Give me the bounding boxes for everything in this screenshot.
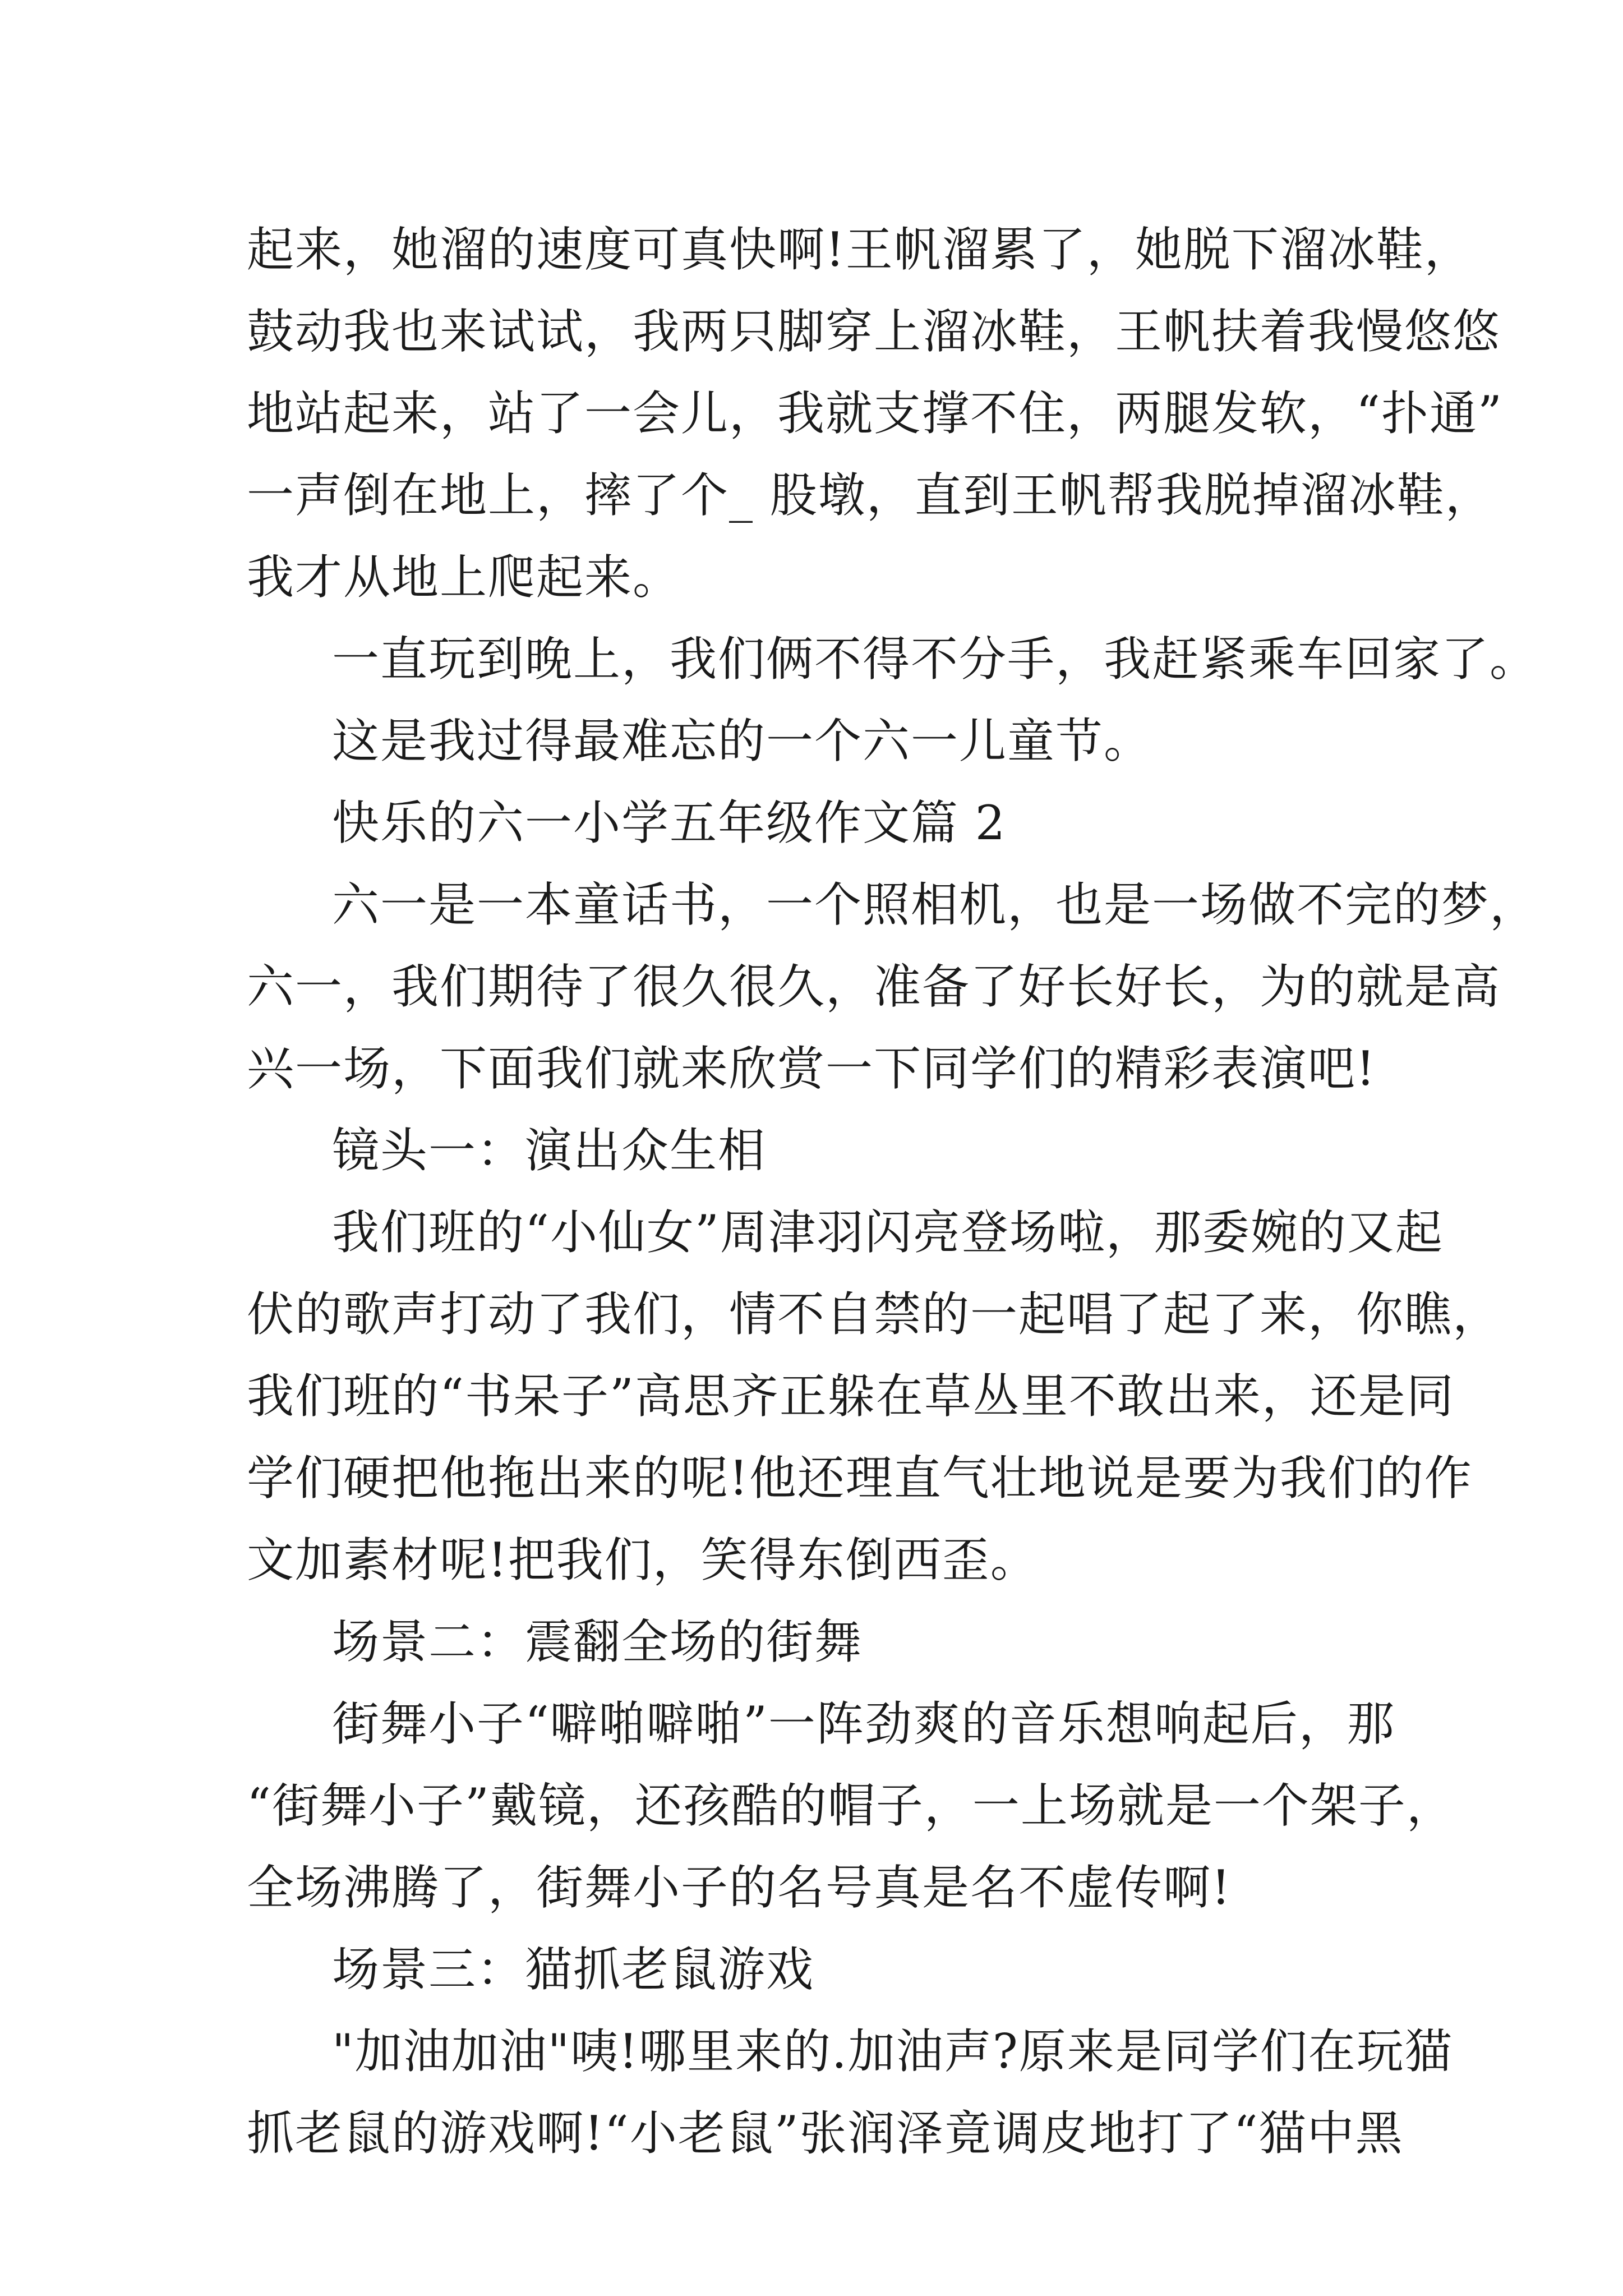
text-line: 抓老鼠的游戏啊!“小老鼠”张润泽竟调皮地打了“猫中黑 xyxy=(247,2106,1404,2161)
text-line: 六一，我们期待了很久很久，准备了好长好长，为的就是高 xyxy=(247,959,1501,1014)
text-line: 我们班的“小仙女”周津羽闪亮登场啦，那委婉的又起 xyxy=(332,1205,1444,1260)
text-line: 地站起来，站了一会儿，我就支撑不住，两腿发软，“扑通” xyxy=(247,386,1503,441)
scene-heading: 场景三：猫抓老鼠游戏 xyxy=(332,1942,815,1997)
section-heading: 快乐的六一小学五年级作文篇 2 xyxy=(332,795,1007,850)
scene-heading: 场景二：震翻全场的街舞 xyxy=(332,1614,863,1669)
text-line: 伏的歌声打动了我们，情不自禁的一起唱了起了来，你瞧， xyxy=(247,1287,1501,1342)
text-line: 我才从地上爬起来。 xyxy=(247,550,681,605)
text-line: 这是我过得最难忘的一个六一儿童节。 xyxy=(332,714,1152,769)
text-line: 兴一场，下面我们就来欣赏一下同学们的精彩表演吧! xyxy=(247,1041,1376,1096)
text-line: 文加素材呢!把我们，笑得东倒西歪。 xyxy=(247,1533,1039,1588)
text-line: “街舞小子”戴镜，还孩酷的帽子，一上场就是一个架子， xyxy=(247,1778,1455,1833)
text-line: 六一是一本童话书，一个照相机，也是一场做不完的梦， xyxy=(332,877,1538,932)
text-line: 街舞小子“噼啪噼啪”一阵劲爽的音乐想响起后，那 xyxy=(332,1696,1395,1751)
scene-heading: 镜头一：演出众生相 xyxy=(332,1123,767,1178)
text-line: 全场沸腾了，街舞小子的名号真是名不虚传啊! xyxy=(247,1860,1232,1915)
text-line: 起来，她溜的速度可真快啊!王帆溜累了，她脱下溜冰鞋， xyxy=(247,222,1473,277)
text-line: 我们班的“书呆子”高思齐正躲在草丛里不敢出来，还是同 xyxy=(247,1369,1455,1424)
text-line: "加油加油"咦!哪里来的.加油声?原来是同学们在玩猫 xyxy=(332,2024,1453,2079)
text-line: 一声倒在地上，摔了个_ 股墩，直到王帆帮我脱掉溜冰鞋， xyxy=(247,468,1493,523)
essay-body xyxy=(247,209,1538,2174)
text-line: 一直玩到晚上，我们俩不得不分手，我赶紧乘车回家了。 xyxy=(332,632,1538,687)
text-line: 学们硬把他拖出来的呢!他还理直气壮地说是要为我们的作 xyxy=(247,1451,1473,1506)
text-line: 鼓动我也来试试，我两只脚穿上溜冰鞋，王帆扶着我慢悠悠 xyxy=(247,304,1501,359)
